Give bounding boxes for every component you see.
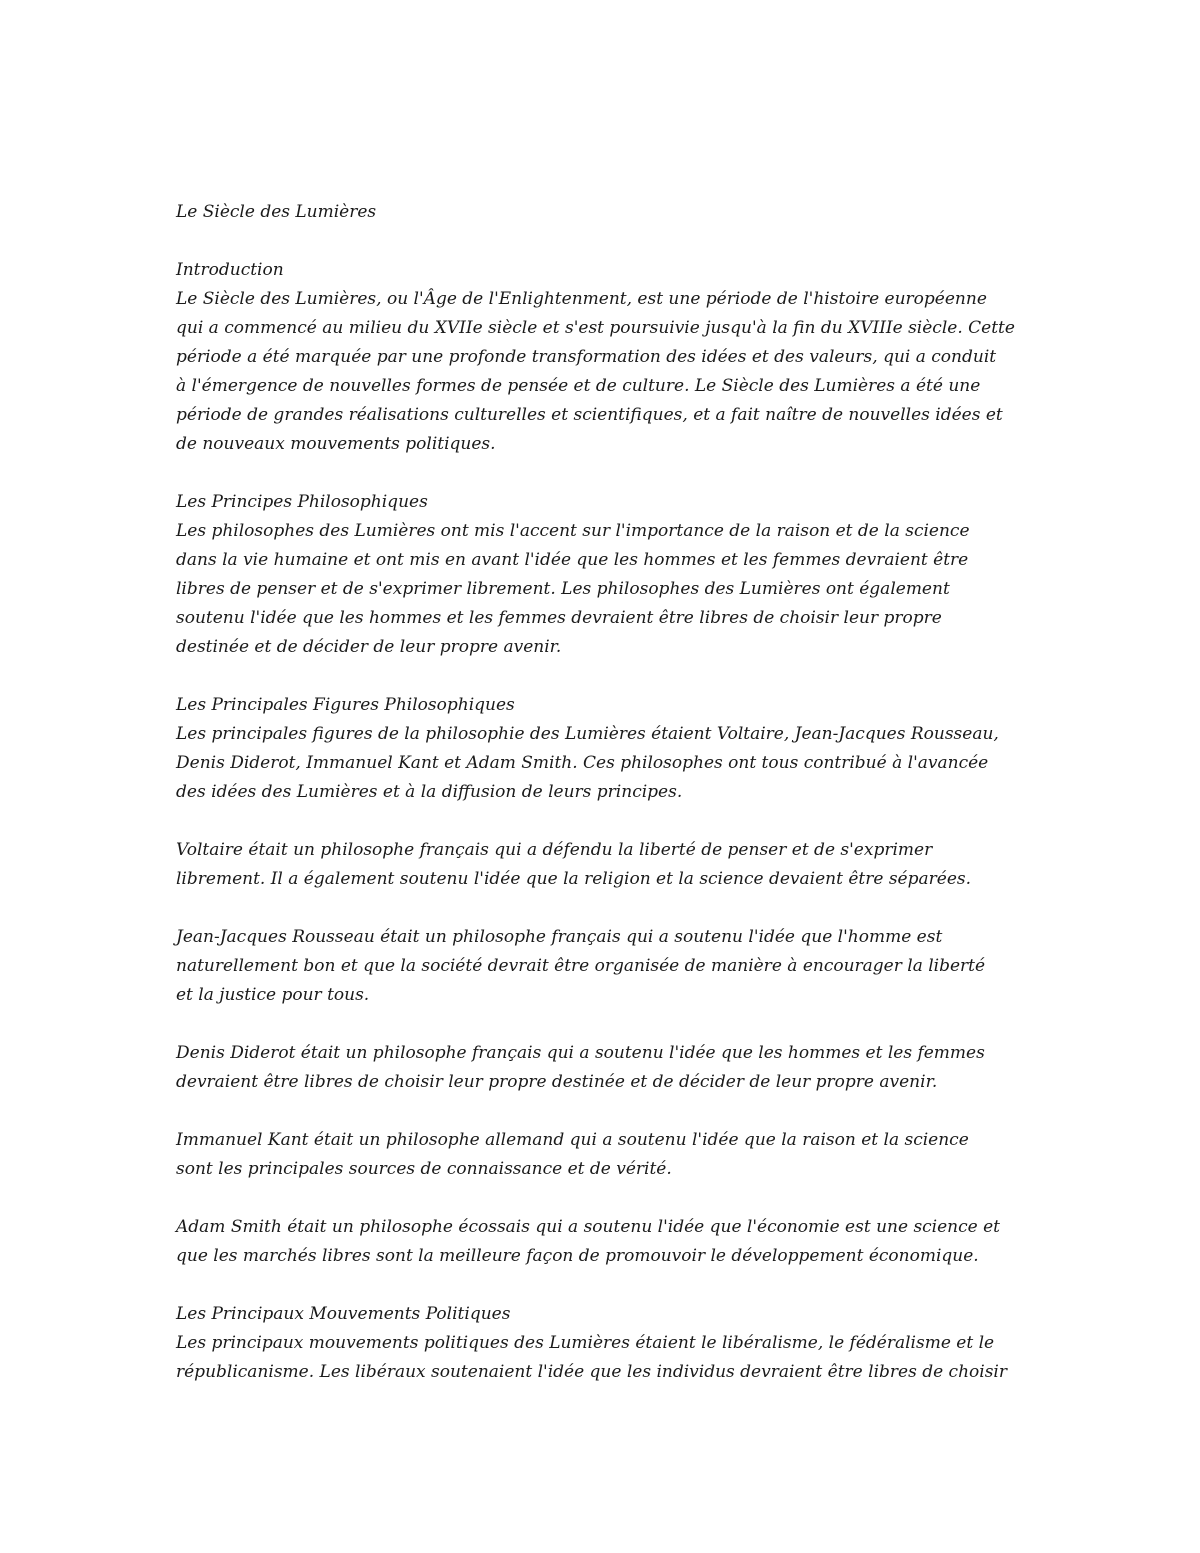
section-heading-mouvements: Les Principaux Mouvements Politiques [176,1304,511,1324]
paragraph-kant-line: sont les principales sources de connaissance et de vérité. [176,1159,672,1179]
text-line: Les principaux mouvements politiques des Lumières étaient le libéralisme, le fédéralisme et le [176,1333,995,1353]
paragraph-kant-line: Immanuel Kant était un philosophe allemand qui a soutenu l'idée que la raison et la science [176,1130,969,1150]
blank-line [176,1184,1036,1213]
text-line: des idées des Lumières et à la diffusion de leurs principes. [176,782,683,802]
text-line: républicanisme. Les libéraux soutenaient l'idée que les individus devraient être libres de choisir [176,1362,1007,1382]
paragraph-rousseau-line: naturellement bon et que la société devrait être organisée de manière à encourager la liberté [176,956,986,976]
section-heading-figures: Les Principales Figures Philosophiques [176,695,515,715]
blank-line [176,459,1036,488]
section-heading-introduction: Introduction [176,260,284,280]
paragraph-diderot-line: devraient être libres de choisir leur propre destinée et de décider de leur propre avenir. [176,1072,938,1092]
paragraph-voltaire-line: librement. Il a également soutenu l'idée que la religion et la science devaient être séparées. [176,869,972,889]
text-line: destinée et de décider de leur propre avenir. [176,637,562,657]
text-line: période a été marquée par une profonde transformation des idées et des valeurs, qui a conduit [176,347,997,367]
blank-line [176,894,1036,923]
section-heading-principes: Les Principes Philosophiques [176,492,428,512]
paragraph-rousseau-line: Jean-Jacques Rousseau était un philosophe français qui a soutenu l'idée que l'homme est [176,927,943,947]
paragraph-voltaire-line: Voltaire était un philosophe français qui a défendu la liberté de penser et de s'exprimer [176,840,933,860]
text-line: libres de penser et de s'exprimer librement. Les philosophes des Lumières ont également [176,579,950,599]
text-line: qui a commencé au milieu du XVIIe siècle et s'est poursuivie jusqu'à la fin du XVIIIe siècle. Cette [176,318,1015,338]
blank-line [176,1097,1036,1126]
text-line: soutenu l'idée que les hommes et les femmes devraient être libres de choisir leur propre [176,608,942,628]
paragraph-smith-line: que les marchés libres sont la meilleure façon de promouvoir le développement économique. [176,1246,979,1266]
blank-line [176,227,1036,256]
text-line: Les philosophes des Lumières ont mis l'accent sur l'importance de la raison et de la science [176,521,970,541]
document-title: Le Siècle des Lumières [176,202,377,222]
paragraph-smith-line: Adam Smith était un philosophe écossais qui a soutenu l'idée que l'économie est une science et [176,1217,1001,1237]
blank-line [176,1271,1036,1300]
paragraph-rousseau-line: et la justice pour tous. [176,985,370,1005]
paragraph-diderot-line: Denis Diderot était un philosophe français qui a soutenu l'idée que les hommes et les femmes [176,1043,985,1063]
blank-line [176,1010,1036,1039]
blank-line [176,807,1036,836]
document-body [176,198,1036,1387]
text-line: dans la vie humaine et ont mis en avant l'idée que les hommes et les femmes devraient être [176,550,969,570]
text-line: période de grandes réalisations culturelles et scientifiques, et a fait naître de nouvelles idées et [176,405,1003,425]
text-line: Les principales figures de la philosophie des Lumières étaient Voltaire, Jean-Jacques Rousseau, [176,724,999,744]
text-line: Le Siècle des Lumières, ou l'Âge de l'Enlightenment, est une période de l'histoire européenne [176,289,987,309]
text-line: Denis Diderot, Immanuel Kant et Adam Smith. Ces philosophes ont tous contribué à l'avancée [176,753,989,773]
text-line: de nouveaux mouvements politiques. [176,434,496,454]
blank-line [176,662,1036,691]
text-line: à l'émergence de nouvelles formes de pensée et de culture. Le Siècle des Lumières a été une [176,376,981,396]
